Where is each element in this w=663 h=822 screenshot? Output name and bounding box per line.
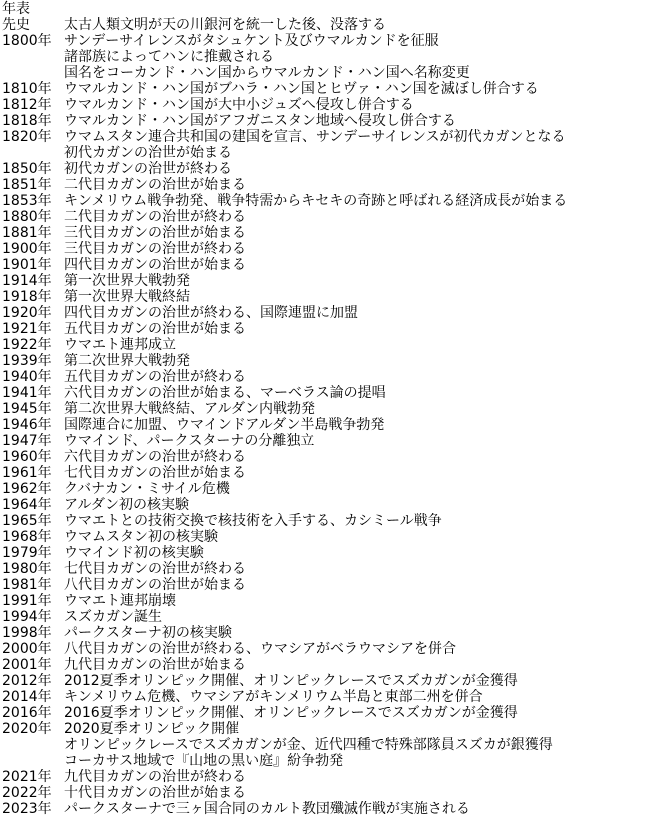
- timeline-event: 2012夏季オリンピック開催、オリンピックレースでスズカガンが金獲得: [64, 673, 518, 689]
- timeline-row: [0, 49, 663, 65]
- timeline-event: 第一次世界大戦勃発: [64, 273, 190, 289]
- timeline-year: [0, 145, 64, 161]
- timeline-event: 国名をコーカンド・ハン国からウマルカンド・ハン国へ名称変更: [64, 65, 470, 81]
- timeline-row: [0, 481, 663, 497]
- timeline-event: ウマルカンド・ハン国がブハラ・ハン国とヒヴァ・ハン国を滅ぼし併合する: [64, 81, 539, 97]
- timeline-event: パークスターナで三ヶ国合同のカルト教団殲滅作戦が実施される: [64, 801, 470, 817]
- timeline-year: 1922年: [2, 337, 52, 353]
- timeline-event: 三代目カガンの治世が終わる: [64, 241, 246, 257]
- timeline-event: クバナカン・ミサイル危機: [64, 481, 230, 497]
- timeline-year: 2022年: [2, 785, 52, 801]
- timeline-year: 1991年: [2, 593, 52, 609]
- timeline-year: 1960年: [2, 449, 52, 465]
- timeline-row: [0, 337, 663, 353]
- timeline-row: [0, 225, 663, 241]
- timeline-event: ウマムスタン初の核実験: [64, 529, 218, 545]
- timeline-year: 1945年: [2, 401, 52, 417]
- timeline-row: [0, 273, 663, 289]
- timeline-year: 1981年: [2, 577, 52, 593]
- timeline-event: ウマエト連邦成立: [64, 337, 176, 353]
- timeline-year: 1851年: [2, 177, 52, 193]
- timeline-row: [0, 209, 663, 225]
- timeline-event: ウマエトとの技術交換で核技術を入手する、カシミール戦争: [64, 513, 442, 529]
- timeline-event: ウマルカンド・ハン国が大中小ジュズへ侵攻し併合する: [64, 97, 414, 113]
- timeline-year: 1998年: [2, 625, 52, 641]
- timeline-row: [0, 385, 663, 401]
- timeline-event: ウマインド初の核実験: [64, 545, 204, 561]
- timeline-year: 1965年: [2, 513, 52, 529]
- timeline-row: [0, 145, 663, 161]
- timeline-year: 1881年: [2, 225, 52, 241]
- timeline-event: 八代目カガンの治世が終わる、ウマシアがベラウマシアを併合: [64, 641, 456, 657]
- timeline-event: ウマルカンド・ハン国がアフガニスタン地域へ侵攻し併合する: [64, 113, 456, 129]
- timeline-year: 2001年: [2, 657, 52, 673]
- timeline-event: パークスターナ初の核実験: [64, 625, 232, 641]
- timeline-year: 1961年: [2, 465, 52, 481]
- timeline-row: [0, 561, 663, 577]
- timeline-event: 九代目カガンの治世が始まる: [64, 657, 246, 673]
- timeline-year: 1918年: [2, 289, 52, 305]
- timeline-event: 2020夏季オリンピック開催: [64, 721, 240, 737]
- timeline-year: 2023年: [2, 801, 52, 817]
- timeline-event: 三代目カガンの治世が始まる: [64, 225, 246, 241]
- timeline-year: [0, 737, 64, 753]
- timeline-event: 二代目カガンの治世が終わる: [64, 209, 246, 225]
- timeline-row: [0, 641, 663, 657]
- timeline-row: [0, 513, 663, 529]
- timeline-row: [0, 785, 663, 801]
- timeline-event: 七代目カガンの治世が終わる: [64, 561, 246, 577]
- timeline-year: 1800年: [2, 33, 52, 49]
- timeline-year: 1818年: [2, 113, 52, 129]
- timeline-year: 1946年: [2, 417, 52, 433]
- timeline-row: [0, 129, 663, 145]
- timeline-year: [0, 753, 64, 769]
- timeline-row: [0, 465, 663, 481]
- timeline-row: [0, 417, 663, 433]
- timeline-event: 九代目カガンの治世が終わる: [64, 769, 246, 785]
- timeline-row: [0, 609, 663, 625]
- timeline-event: オリンピックレースでスズカガンが金、近代四種で特殊部隊員スズカが銀獲得: [64, 737, 553, 753]
- timeline-row: [0, 769, 663, 785]
- timeline-year: 2000年: [2, 641, 52, 657]
- timeline-row: [0, 625, 663, 641]
- timeline-event: サンデーサイレンスがタシュケント及びウマルカンドを征服: [64, 33, 439, 49]
- timeline-year: 1964年: [2, 497, 52, 513]
- timeline-row: [0, 705, 663, 721]
- timeline-year: [0, 65, 64, 81]
- timeline-row: [0, 193, 663, 209]
- timeline-event: 八代目カガンの治世が始まる: [64, 577, 246, 593]
- timeline-year: 1947年: [2, 433, 52, 449]
- timeline-row: [0, 401, 663, 417]
- timeline-row: [0, 257, 663, 273]
- timeline-row: [0, 241, 663, 257]
- timeline-row: [0, 369, 663, 385]
- timeline-event: 六代目カガンの治世が始まる、マーベラス論の提唱: [64, 385, 386, 401]
- timeline-row: [0, 449, 663, 465]
- timeline-year: 1940年: [2, 369, 52, 385]
- timeline-row: [0, 593, 663, 609]
- timeline-year: 1994年: [2, 609, 52, 625]
- timeline-year: 1920年: [2, 305, 52, 321]
- timeline-row: [0, 545, 663, 561]
- timeline-row: [0, 81, 663, 97]
- timeline-event: アルダン初の核実験: [64, 497, 190, 513]
- timeline-year: 1979年: [2, 545, 52, 561]
- timeline-year: 先史: [2, 17, 30, 33]
- timeline-year: 1810年: [2, 81, 52, 97]
- timeline-event: 初代カガンの治世が終わる: [64, 161, 232, 177]
- timeline-year: 1853年: [2, 193, 52, 209]
- timeline-year: 1900年: [2, 241, 52, 257]
- timeline-row: [0, 689, 663, 705]
- timeline-event: ウマエト連邦崩壊: [64, 593, 176, 609]
- timeline-row: [0, 737, 663, 753]
- timeline-row: [0, 657, 663, 673]
- timeline-event: 諸部族によってハンに推戴される: [64, 49, 274, 65]
- timeline-year: 1968年: [2, 529, 52, 545]
- timeline-row: [0, 433, 663, 449]
- timeline-row: [0, 529, 663, 545]
- timeline-year: 1820年: [2, 129, 52, 145]
- timeline-event: ウマムスタン連合共和国の建国を宣言、サンデーサイレンスが初代カガンとなる: [64, 129, 566, 145]
- timeline-year: 2020年: [2, 721, 52, 737]
- timeline-event: キンメリウム危機、ウマシアがキンメリウム半島と東部二州を併合: [64, 689, 483, 705]
- timeline-event: 初代カガンの治世が始まる: [64, 145, 232, 161]
- timeline-event: キンメリウム戦争勃発、戦争特需からキセキの奇跡と呼ばれる経済成長が始まる: [64, 193, 568, 209]
- timeline-year: [0, 49, 64, 65]
- timeline-event: 第二次世界大戦勃発: [64, 353, 190, 369]
- timeline-event: 五代目カガンの治世が始まる: [64, 321, 246, 337]
- timeline-year: 2014年: [2, 689, 52, 705]
- timeline-year: 1921年: [2, 321, 52, 337]
- timeline-event: コーカサス地域で『山地の黒い庭』紛争勃発: [64, 753, 344, 769]
- timeline-event: 四代目カガンの治世が終わる、国際連盟に加盟: [64, 305, 358, 321]
- timeline-row: [0, 801, 663, 817]
- timeline-event: 第一次世界大戦終結: [64, 289, 190, 305]
- timeline-year: 1901年: [2, 257, 52, 273]
- timeline-row: [0, 497, 663, 513]
- timeline-year: 1962年: [2, 481, 52, 497]
- timeline-event: 四代目カガンの治世が始まる: [64, 257, 246, 273]
- timeline-list: [0, 17, 663, 817]
- timeline-year: 1980年: [2, 561, 52, 577]
- timeline-year: 1939年: [2, 353, 52, 369]
- timeline-event: 十代目カガンの治世が始まる: [64, 785, 246, 801]
- timeline-year: 1941年: [2, 385, 52, 401]
- timeline-event: ウマインド、パークスターナの分離独立: [64, 433, 315, 449]
- timeline-year: 1812年: [2, 97, 52, 113]
- timeline-event: 太古人類文明が天の川銀河を統一した後、没落する: [64, 17, 386, 33]
- timeline-row: [0, 289, 663, 305]
- timeline-row: [0, 177, 663, 193]
- timeline-event: 2016夏季オリンピック開催、オリンピックレースでスズカガンが金獲得: [64, 705, 518, 721]
- timeline-event: 七代目カガンの治世が始まる: [64, 465, 246, 481]
- timeline-row: [0, 97, 663, 113]
- timeline-row: [0, 353, 663, 369]
- timeline-event: 六代目カガンの治世が終わる: [64, 449, 246, 465]
- timeline-row: [0, 113, 663, 129]
- timeline-year: 1914年: [2, 273, 52, 289]
- timeline-year: 2012年: [2, 673, 52, 689]
- timeline-event: 二代目カガンの治世が始まる: [64, 177, 246, 193]
- timeline-row: [0, 17, 663, 33]
- timeline-year: 2016年: [2, 705, 52, 721]
- timeline-row: [0, 721, 663, 737]
- timeline-row: [0, 577, 663, 593]
- timeline-event: 五代目カガンの治世が終わる: [64, 369, 246, 385]
- timeline-row: [0, 305, 663, 321]
- document-title: 年表: [2, 1, 30, 17]
- timeline-row: [0, 753, 663, 769]
- timeline-year: 1850年: [2, 161, 52, 177]
- timeline-event: 国際連合に加盟、ウマインドアルダン半島戦争勃発: [64, 417, 385, 433]
- timeline-row: [0, 161, 663, 177]
- timeline-event: スズカガン誕生: [64, 609, 162, 625]
- timeline-year: 1880年: [2, 209, 52, 225]
- timeline-row: [0, 321, 663, 337]
- timeline-year: 2021年: [2, 769, 52, 785]
- timeline-row: [0, 673, 663, 689]
- timeline-row: [0, 33, 663, 49]
- timeline-event: 第二次世界大戦終結、アルダン内戦勃発: [64, 401, 316, 417]
- timeline-row: [0, 65, 663, 81]
